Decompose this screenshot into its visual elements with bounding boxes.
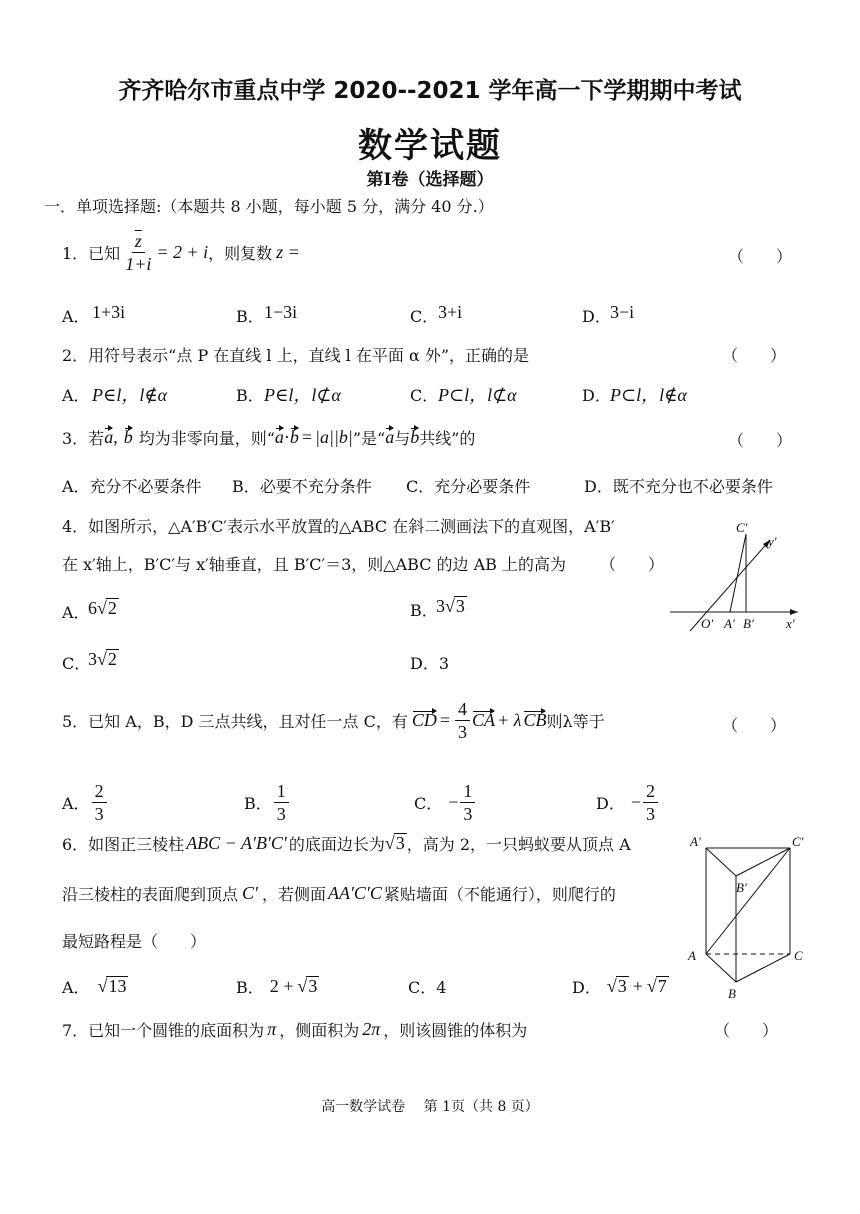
- option-value: 1−3i: [264, 302, 298, 322]
- option-value: 3√2: [88, 649, 117, 669]
- option-c: C． − $\frac{1}{3}$: [414, 780, 477, 825]
- question-4-line1: 4．如图所示，△A′B′C′表示水平放置的△ABC 在斜二测画法下的直观图，A′B′: [62, 517, 615, 536]
- label-a-prime: A′: [724, 616, 735, 631]
- option-value: 3√3: [436, 596, 465, 616]
- option-value: 1+3i: [92, 302, 126, 322]
- label-c: C: [794, 948, 803, 963]
- option-label: A．: [62, 386, 90, 405]
- answer-bracket: （ ）: [722, 716, 787, 735]
- question-6-line3: 最短路程是（ ）: [62, 932, 207, 951]
- label-b-prime: B′: [743, 616, 754, 631]
- vector-a: a: [104, 427, 114, 447]
- option-value: 3−i: [610, 302, 635, 322]
- label-a1: A′: [690, 834, 701, 849]
- option-text: D．3: [410, 654, 450, 673]
- option-label: C．: [62, 654, 91, 673]
- label-x-axis: x′: [786, 616, 795, 631]
- question-2: 2．用符号表示“点 P 在直线 l 上，直线 l 在平面 α 外”，正确的是: [62, 346, 530, 365]
- option-d: D． − $\frac{2}{3}$: [596, 780, 660, 825]
- fraction: $\frac{\overline{z}}{1+i}$: [125, 231, 152, 274]
- label-b: B: [728, 986, 736, 1001]
- option-label: D．: [582, 307, 611, 326]
- label-y-axis: y′: [768, 534, 777, 549]
- question-1: 1．已知 $\frac{\overline{z}}{1+i}$ = 2 + i ，则复数 z =: [62, 231, 300, 274]
- answer-bracket: （ ）: [714, 1021, 779, 1040]
- option-b: B． $\frac{1}{3}$: [244, 780, 291, 825]
- option-value: 3+i: [438, 302, 463, 322]
- option-value: P⊂l，l⊄α: [438, 385, 517, 405]
- figure-q4-oblique-projection: [668, 518, 804, 636]
- answer-bracket: （ ）: [722, 346, 787, 365]
- question-6-line2: 沿三棱柱的表面爬到顶点 C′ ，若侧面 AA′C′C 紧贴墙面（不能通行），则爬行的: [62, 883, 616, 904]
- label-a: A: [688, 948, 696, 963]
- label-origin: O′: [701, 616, 714, 631]
- option-value: P∈l，l⊄α: [264, 385, 341, 405]
- question-4-line2: 在 x′轴上，B′C′与 x′轴垂直，且 B′C′＝3，则△ABC 的边 AB 上的高为: [62, 555, 567, 574]
- option-value: P∈l，l∉α: [92, 385, 168, 405]
- label-c1: C′: [792, 834, 804, 849]
- answer-bracket: （ ）: [600, 555, 665, 574]
- page-footer: 高一数学试卷 第 1页（共 8 页）: [321, 1099, 539, 1115]
- question-6-line1: 6．如图正三棱柱 ABC − A′B′C′ 的底面边长为 √3 ，高为 2，一只蚂蚁要从顶点 A: [62, 833, 631, 854]
- option-b: B． 2 + √3: [236, 976, 318, 997]
- answer-bracket: （ ）: [728, 431, 793, 450]
- label-b1: B′: [736, 880, 747, 895]
- option-label: C．: [410, 386, 439, 405]
- subject-title: 数学试题: [358, 126, 502, 166]
- option-label: B．: [410, 601, 438, 620]
- question-7: 7．已知一个圆锥的底面积为 π ，侧面积为 2π ，则该圆锥的体积为: [62, 1019, 528, 1040]
- option-label: C．: [410, 307, 439, 326]
- option-text: A．充分不必要条件: [62, 477, 202, 496]
- option-label: B．: [236, 307, 264, 326]
- option-a: A． √13: [62, 976, 127, 997]
- option-text: D．既不充分也不必要条件: [584, 477, 773, 496]
- exam-title: 齐齐哈尔市重点中学 2020--2021 学年高一下学期期中考试: [118, 78, 742, 104]
- label-c-prime: C′: [736, 520, 748, 535]
- option-d: D． √3 + √7: [572, 976, 667, 997]
- section-heading: 一．单项选择题:（本题共 8 小题，每小题 5 分，满分 40 分.）: [44, 197, 494, 216]
- option-a: A． $\frac{2}{3}$: [62, 780, 109, 825]
- option-value: 6√2: [88, 598, 117, 618]
- question-5: 5．已知 A，B，D 三点共线，且对任一点 C，有 CD = $\frac{4}{3}$ CA + λ CB 则λ等于: [62, 699, 605, 742]
- option-label: B．: [236, 386, 264, 405]
- volume-title: 第Ⅰ卷（选择题）: [366, 170, 494, 190]
- option-label: A．: [62, 307, 90, 326]
- option-label: A．: [62, 603, 90, 622]
- option-label: D．: [582, 386, 611, 405]
- answer-bracket: （ ）: [728, 247, 793, 266]
- option-text: C．充分必要条件: [406, 477, 531, 496]
- option-value: P⊂l，l∉α: [610, 385, 687, 405]
- figure-q6-triangular-prism: [686, 832, 812, 1004]
- vector-b: b: [123, 427, 133, 447]
- option-c: C．4: [408, 978, 447, 997]
- question-3: 3．若 a , b 均为非零向量，则“ a · b = |a| |b| ”是“ a 与 b 共线”的: [62, 427, 476, 448]
- option-text: B．必要不充分条件: [232, 477, 372, 496]
